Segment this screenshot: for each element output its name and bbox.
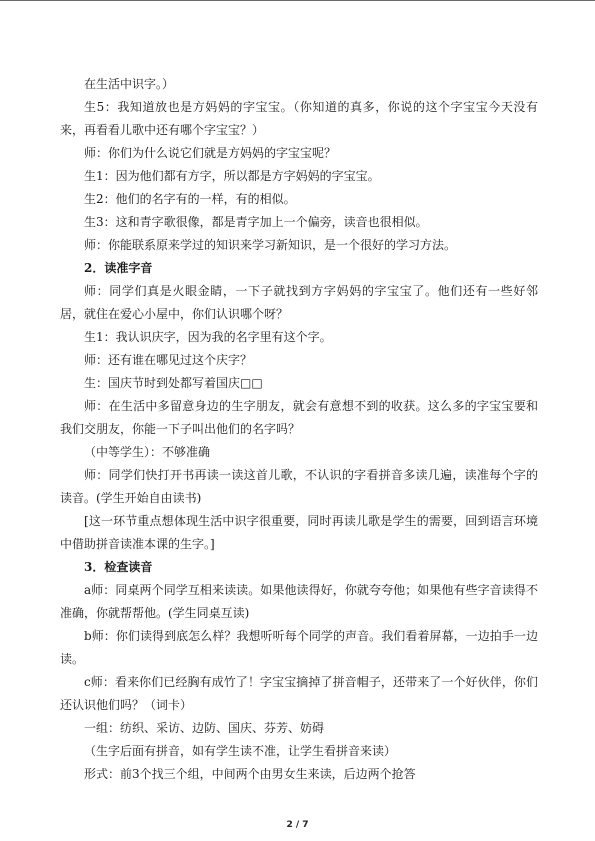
paragraph: 师：同学们快打开书再读一读这首儿歌，不认识的字看拼音多读几遍，读准每个字的读音。(学生开始自由读书) (60, 468, 538, 505)
section-heading: 3．检查读音 (84, 560, 153, 574)
paragraph: 生2：他们的名字有的一样，有的相似。 (84, 192, 296, 206)
document-body (60, 73, 538, 786)
section-heading: 2．读准字音 (84, 261, 153, 275)
paragraph: [这一环节重点想体现生活中识字很重要，同时再读儿歌是学生的需要，回到语言环境中借助拼音读准本课的生字。] (60, 514, 538, 551)
paragraph: 生1：我认识庆字，因为我的名字里有这个字。 (84, 330, 332, 344)
paragraph: c师：看来你们已经胸有成竹了！字宝宝摘掉了拼音帽子，还带来了一个好伙伴，你们还认识他们吗？（词卡） (60, 675, 538, 712)
paragraph: 师：同学们真是火眼金睛，一下子就找到方字妈妈的字宝宝了。他们还有一些好邻居，就住在爱心小屋中，你们认识哪个呀？ (60, 284, 538, 321)
paragraph: 生3：这和青字歌很像，都是青字加上一个偏旁，读音也很相似。 (84, 215, 428, 229)
paragraph: 师：还有谁在哪见过这个庆字？ (84, 353, 253, 367)
paragraph: 在生活中识字。） (84, 77, 175, 91)
paragraph: 一组：纺织、采访、边防、国庆、芬芳、妨碍 (84, 721, 325, 735)
paragraph: a师：同桌两个同学互相来读读。如果他读得好，你就夸夸他；如果他有些字音读得不准确，你就帮帮他。(学生同桌互读) (60, 583, 538, 620)
paragraph: 师：你们为什么说它们就是方妈妈的字宝宝呢？ (84, 146, 337, 160)
paragraph: 生1：因为他们都有方字，所以都是方字妈妈的字宝宝。 (84, 169, 380, 183)
paragraph: 生：国庆节时到处都写着国庆□□ (84, 376, 263, 390)
paragraph: 师：你能联系原来学过的知识来学习新知识，是一个很好的学习方法。 (84, 238, 457, 252)
paragraph: （中等学生）：不够准确 (84, 445, 211, 459)
paragraph: b师：你们读得到底怎么样？我想听听每个同学的声音。我们看着屏幕，一边拍手一边读。 (60, 629, 538, 666)
paragraph: 形式：前3个找三个组，中间两个由男女生来读，后边两个抢答 (84, 767, 416, 781)
paragraph: 生5：我知道放也是方妈妈的字宝宝。（你知道的真多，你说的这个字宝宝今天没有来，再看看儿歌中还有哪个字宝宝？） (60, 100, 538, 137)
paragraph: 师：在生活中多留意身边的生字朋友，就会有意想不到的收获。这么多的字宝宝要和我们交朋友，你能一下子叫出他们的名字吗？ (60, 399, 538, 436)
paragraph: （生字后面有拼音，如有学生读不准，让学生看拼音来读） (84, 744, 397, 758)
top-rule (0, 0, 595, 1)
page-number: 2 / 7 (286, 820, 309, 830)
